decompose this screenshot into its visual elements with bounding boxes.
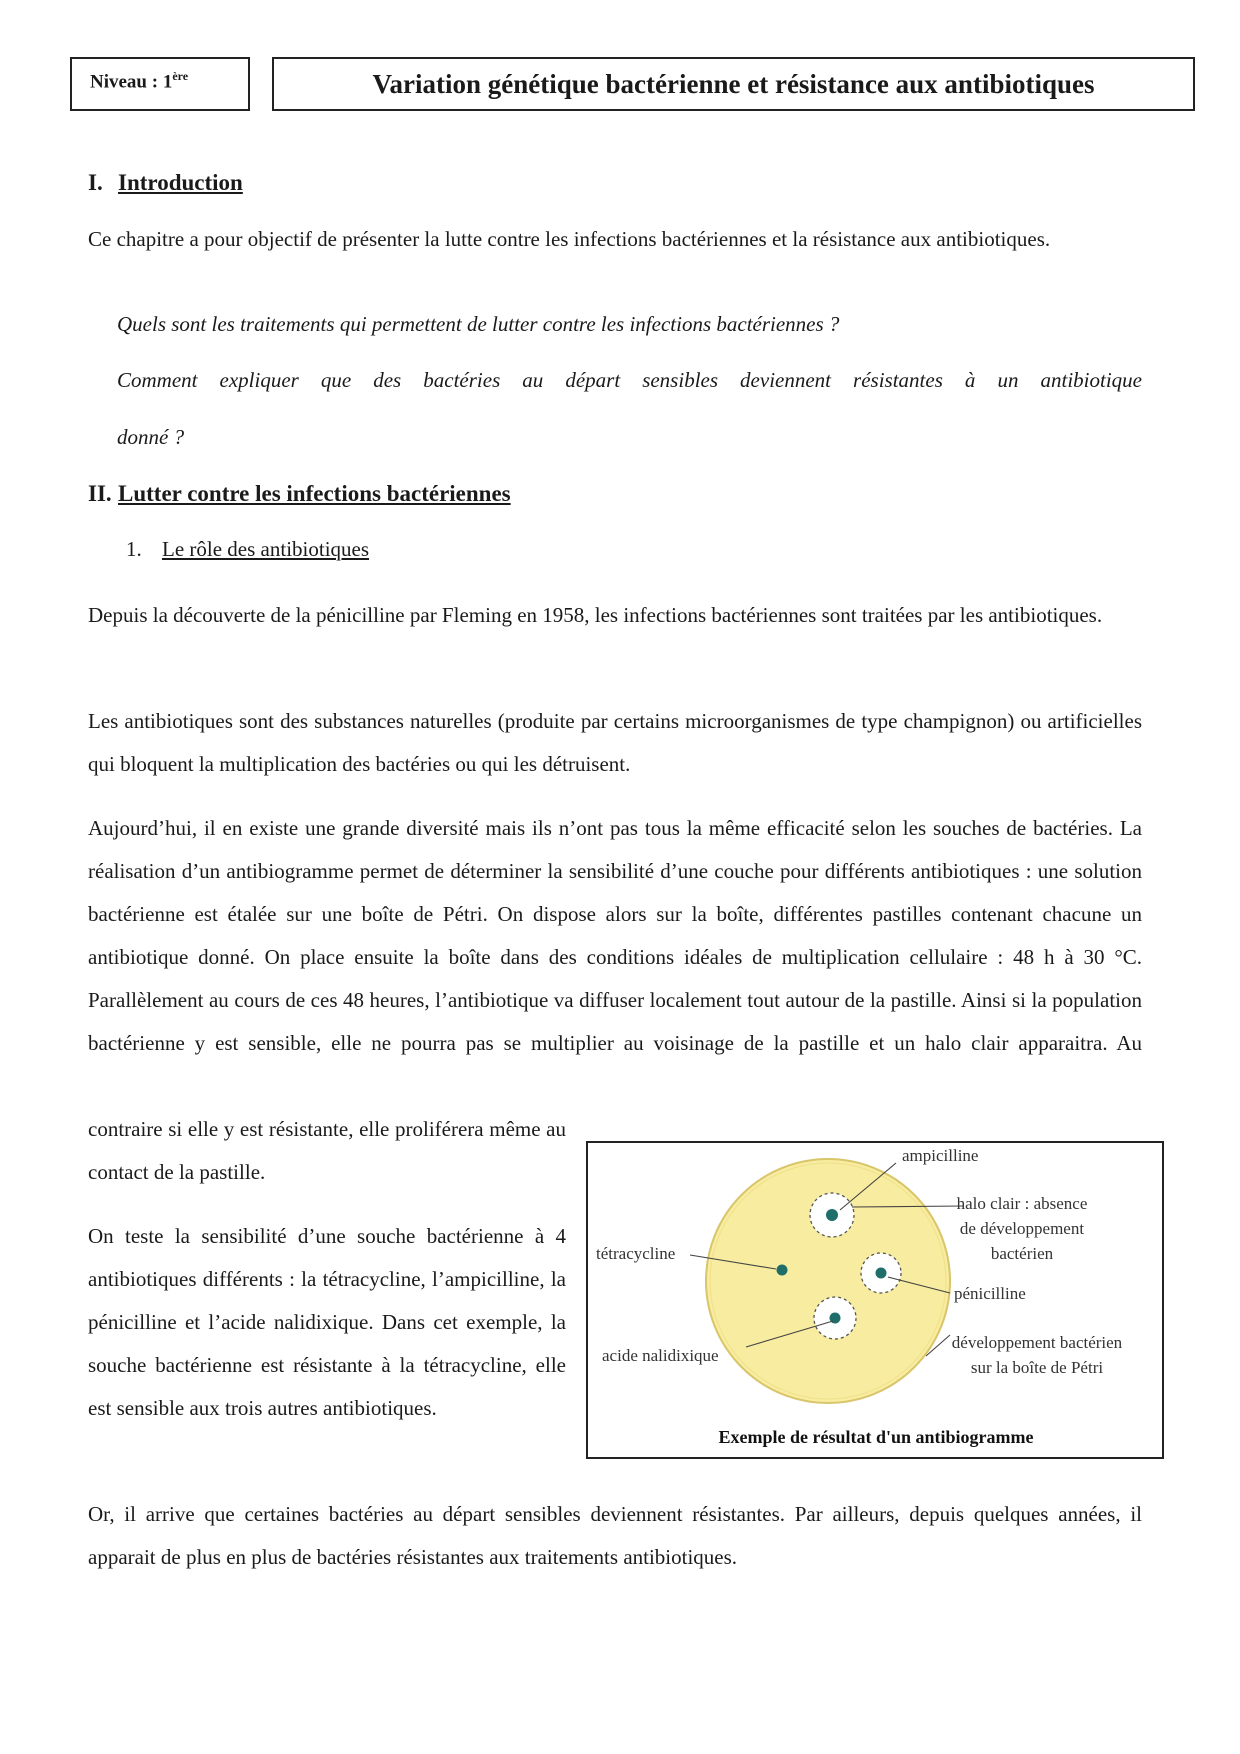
question-2: Comment expliquer que des bactéries au départ sensibles deviennent résistantes à un antibiotique: [117, 368, 1142, 392]
level-sup: ère: [172, 69, 189, 83]
section-2-title: Lutter contre les infections bactériennes: [118, 481, 511, 506]
label-halo-1: halo clair : absence: [956, 1194, 1088, 1213]
label-tetracycline: tétracycline: [596, 1244, 676, 1263]
level-label: Niveau : 1: [90, 71, 173, 93]
disc-penicilline: [876, 1268, 887, 1279]
subsection-1-number: 1.: [126, 537, 142, 561]
question-2-end: donné ?: [117, 425, 185, 449]
paragraph-fleming: Depuis la découverte de la pénicilline par Fleming en 1958, les infections bactériennes sont traitées par les antibiotiques.: [88, 603, 1103, 627]
paragraph-definition: Les antibiotiques sont des substances naturelles (produite par certains microorganismes de type champignon) ou artificielles qui bloquent la multiplication des bactéries ou qui les détruisent.: [88, 709, 1142, 776]
label-halo-3: bactérien: [990, 1244, 1054, 1263]
figure-caption: Exemple de résultat d'un antibiogramme: [718, 1427, 1034, 1447]
paragraph-antibiogramme: Aujourd’hui, il en existe une grande diversité mais ils n’ont pas tous la même efficacité selon les souches de bactéries. La réalisation d’un antibiogramme permet de déterminer la sensibilité d’une couche pour différents antibiotiques : une solution bactérienne est étalée sur une boîte de Pétri. On dispose alors sur la boîte, différentes pastilles contenant chacune un antibiotique donné. On place ensuite la boîte dans des conditions idéales de multiplication cellulaire : 48 h à 30 °C. Parallèlement au cours de ces 48 heures, l’antibiotique va diffuser localement tout autour de la pastille. Ainsi si la population bactérienne y est sensible, elle ne pourra pas se multiplier au voisinage de la pastille et un halo clair apparaitra. Au: [88, 816, 1142, 1055]
label-nalidixique: acide nalidixique: [602, 1346, 719, 1365]
label-developpement-1: développement bactérien: [951, 1333, 1123, 1352]
label-developpement-2: sur la boîte de Pétri: [970, 1358, 1104, 1377]
disc-tetracycline: [777, 1265, 788, 1276]
antibiogram-diagram: [588, 1143, 1162, 1457]
section-1-number: I.: [88, 170, 103, 195]
label-ampicilline: ampicilline: [902, 1146, 979, 1165]
section-1-heading: [88, 170, 243, 196]
question-1: Quels sont les traitements qui permettent de lutter contre les infections bactériennes ?: [117, 312, 840, 336]
section-1-title: Introduction: [118, 170, 243, 195]
paragraph-test: On teste la sensibilité d’une souche bactérienne à 4 antibiotiques différents : la tétracycline, l’ampicilline, la pénicilline et l’acide nalidixique. Dans cet exemple, la souche bactérienne est résistante à la tétracycline, elle est sensible aux trois autres antibiotiques.: [88, 1224, 566, 1420]
subsection-1-title: Le rôle des antibiotiques: [162, 537, 370, 561]
section-2-number: II.: [88, 481, 112, 506]
title-text: Variation génétique bactérienne et résistance aux antibiotiques: [372, 69, 1095, 99]
page-title: [272, 57, 1195, 111]
paragraph-resistance: Or, il arrive que certaines bactéries au départ sensibles deviennent résistantes. Par ailleurs, depuis quelques années, il apparait de plus en plus de bactéries résistantes aux traitements antibiotiques.: [88, 1502, 1142, 1569]
label-halo-2: de développement: [959, 1219, 1085, 1238]
label-penicilline: pénicilline: [954, 1284, 1026, 1303]
section-2-heading: [88, 481, 511, 507]
level-box: [70, 57, 250, 111]
paragraph-antibiogramme-end: contraire si elle y est résistante, elle proliférera même au contact de la pastille.: [88, 1117, 566, 1184]
disc-ampicilline: [826, 1209, 838, 1221]
intro-paragraph: Ce chapitre a pour objectif de présenter la lutte contre les infections bactériennes et la résistance aux antibiotiques.: [88, 227, 1051, 251]
antibiogram-figure: [586, 1141, 1164, 1459]
subsection-1-heading: [126, 537, 369, 562]
